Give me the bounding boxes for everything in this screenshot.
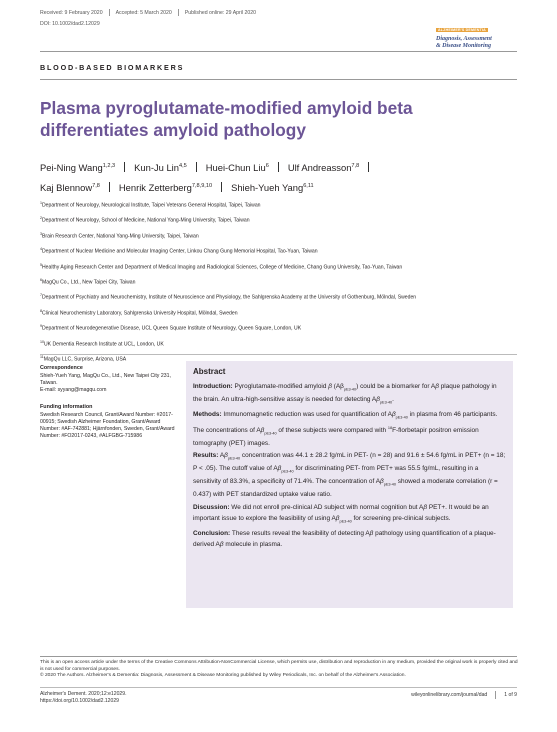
received-date: Received: 9 February 2020: [40, 9, 103, 16]
affiliation: $^1$Department of Neurology, Neurological Institute, Taipei Veterans General Hospital, Taipei, Taiwan: [40, 201, 261, 209]
abstract-box: [186, 361, 513, 608]
affiliation: $^6$MagQu Co., Ltd., New Taipei City, Taiwan: [40, 277, 136, 286]
abstract-discussion: Discussion: We did not enroll pre-clinical AD subject with normal cognition but Aβ PET+. It would be an important issue to explore the feasibility of using $A\beta_{pE3-40}$ for screening pre-clinical subjects.: [193, 504, 489, 524]
affiliation: $^{10}$UK Dementia Research Institute at UCL, London, UK: [40, 339, 164, 348]
article-title: Plasma pyroglutamate-modified amyloid beta differentiates amyloid pathology: [40, 98, 413, 140]
author[interactable]: Kaj Blennow$^{7,8}$: [40, 182, 100, 194]
citation-doi-link[interactable]: https://doi.org/10.1002/dad2.12029: [40, 697, 120, 704]
abstract-heading: Abstract: [193, 367, 226, 376]
page-number: 1 of 9: [504, 692, 517, 698]
correspondence-text: Shieh-Yueh Yang, MagQu Co., Ltd., New Taipei City 231, Taiwan.: [40, 373, 171, 386]
divider: [178, 9, 179, 16]
footer-right: [411, 691, 517, 699]
author[interactable]: Pei-Ning Wang$^{1,2,3}$: [40, 162, 116, 174]
author[interactable]: Henrik Zetterberg$^{7,8,9,10}$: [118, 182, 213, 194]
abstract-methods: Methods: Immunomagnetic reduction was used for quantification of $A\beta_{pE3-40}$ in plasma from 46 participants. The concentrations of $A\beta_{pE3-40}$ of these subjects were compared with $^{18}$F-florbetapir positron emission tomography (PET) images.: [193, 410, 498, 447]
sidebar: [40, 365, 175, 450]
divider: [40, 687, 517, 688]
author[interactable]: Kun-Ju Lin$^{4,5}$: [134, 162, 187, 174]
journal-name-line2: & Disease Monitoring: [436, 42, 492, 49]
funding-heading: Funding information: [40, 404, 93, 410]
affiliation: $^8$Clinical Neurochemistry Laboratory, Sahlgrenska University Hospital, Mölndal, Sweden: [40, 308, 238, 317]
journal-name-line1: Diagnosis, Assessment: [436, 36, 492, 42]
divider: [495, 691, 496, 699]
citation-journal: Alzheimer's Dement. 2020;12:e12029.: [40, 691, 127, 697]
citation: [40, 691, 127, 705]
affiliation: $^7$Department of Psychiatry and Neurochemistry, Institute of Neuroscience and Physiology, the Sahlgrenska Academy at the University of Gothenburg, Mölndal, Sweden: [40, 293, 417, 302]
journal-logo: [436, 18, 518, 49]
accepted-date: Accepted: 5 March 2020: [115, 9, 172, 16]
author-list: [40, 157, 520, 197]
divider: [278, 162, 279, 172]
affiliation: $^9$Department of Neurodegenerative Disease, UCL Queen Square Institute of Neurology, Queen Square, London, UK: [40, 324, 302, 332]
license-text: This is an open access article under the terms of the Creative Commons Attribution-NonCommercial License, which permits use, distribution and reproduction in any medium, provided the original work is properly cited and is not used for commercial purposes.: [40, 660, 518, 672]
abstract-conclusion: Conclusion: These results reveal the feasibility of detecting Aβ pathology using quantification of a plaque-derived Aβ molecule in plasma.: [193, 529, 496, 548]
funding-block: [40, 404, 175, 440]
published-date: Published online: 29 April 2020: [184, 9, 257, 16]
journal-brand: ALZHEIMER'S DEMENTIA: [438, 28, 486, 32]
abstract-results: Results: $A\beta_{pE3-40}$ concentration was 44.1 ± 28.2 fg/mL in PET- (n = 28) and 91.6 ± 54.6 fg/mL in PET+ (n = 18; P < .05). The cutoff value of $A\beta_{pE3-40}$ for discriminating PET- from PET+ was 55.5 fg/mL, resulting in a sensitivity of 83.3%, a specificity of 71.4%. The concentration of $A\beta_{pE3-40}$ showed a moderate correlation (r = 0.437) with PET standardized uptake value ratio.: [193, 452, 506, 499]
divider: [40, 354, 517, 355]
divider: [221, 182, 222, 192]
affiliations: [40, 200, 525, 369]
affiliation: $^5$Healthy Aging Research Center and Department of Medical Imaging and Radiological Sciences, College of Medicine, Chang Gung University, Tao-Yuan, Taiwan: [40, 262, 403, 271]
correspondence-heading: Correspondence: [40, 365, 83, 371]
divider: [40, 79, 517, 80]
divider: [124, 162, 125, 172]
doi[interactable]: DOI: 10.1002/dad2.12029: [40, 21, 100, 27]
funding-text: Swedish Research Council, Grant/Award Number: #2017-00915; Swedish Alzheimer Foundation, Grant/Award Number: #AF-742881; Hjärnfonden, Sweden, Grant/Award Number: #FO2017-0243, #ALFGBG-715986: [40, 412, 175, 439]
abstract-introduction: Introduction: Pyroglutamate-modified amyloid β $(A\beta_{pE3-40})$ could be a biomarker for Aβ plaque pathology in the brain. An ultra-high-sensitive assay is needed for detecting $A\beta_{pE3-40}$.: [193, 382, 497, 404]
divider: [40, 51, 517, 52]
article-dates: [40, 9, 457, 16]
divider: [368, 162, 369, 172]
affiliation: $^3$Brain Research Center, National Yang-Ming University, Taipei, Taiwan: [40, 231, 199, 240]
license-notice: [40, 660, 522, 680]
affiliation: $^2$Department of Neurology, School of Medicine, National Yang-Ming University, Taipei, Taiwan: [40, 216, 250, 225]
affiliation: $^{11}$MagQu LLC, Surprise, Arizona, USA: [40, 354, 127, 363]
correspondence-block: [40, 365, 175, 394]
author[interactable]: Shieh-Yueh Yang$^{6,11}$: [231, 182, 314, 194]
section-label: BLOOD-BASED BIOMARKERS: [40, 63, 185, 72]
divider: [109, 182, 110, 192]
copyright-text: © 2020 The Authors. Alzheimer's & Dementia: Diagnosis, Assessment & Disease Monitoring published by Wiley Periodicals, Inc. on behalf of the Alzheimer's Association.: [40, 673, 406, 679]
journal-site-link[interactable]: wileyonlinelibrary.com/journal/dad: [411, 692, 488, 698]
author[interactable]: Ulf Andreasson$^{7,8}$: [287, 162, 360, 174]
divider: [196, 162, 197, 172]
divider: [109, 9, 110, 16]
divider: [40, 656, 517, 657]
affiliation: $^4$Department of Nuclear Medicine and Molecular Imaging Center, Linkou Chang Gung Memorial Hospital, Tao-Yuan, Taiwan: [40, 247, 318, 255]
author[interactable]: Huei-Chun Liu$^6$: [205, 162, 269, 174]
correspondence-email[interactable]: E-mail: syyang@magqu.com: [40, 387, 107, 393]
